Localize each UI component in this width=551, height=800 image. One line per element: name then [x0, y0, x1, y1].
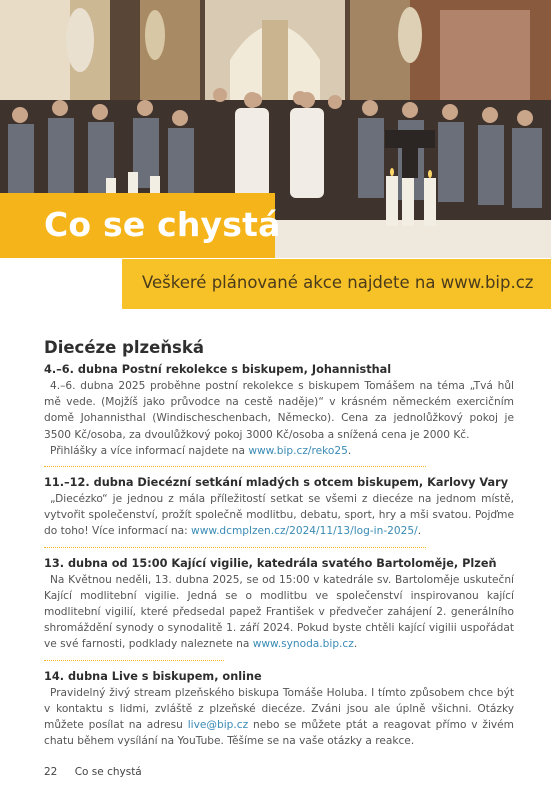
event-item: [44, 363, 514, 459]
event-item: [44, 670, 514, 750]
event-paragraph: [44, 685, 514, 750]
event-text-part: nebo se můžete ptát a reagovat přímo v živém chatu během vysílání na YouTube. Těšíme se na vaše otázky a reakce.: [44, 719, 514, 748]
event-text-part: .: [417, 525, 422, 538]
event-title: 14. dubna Live s biskupem, online: [44, 669, 262, 683]
event-paragraph: [44, 572, 514, 653]
event-text: [44, 378, 514, 459]
event-text-part: Na Květnou neděli, 13. dubna 2025, se od 15:00 v katedrále sv. Bartoloměje uskuteční Kající modlitební vigilie. Jedná se o modlitbu ve společenství inspirovanou kající modlitební vigilií, které předsedal papež František v předvečer zahájení 2. generálního shromáždění synody o synodalitě 1. září 2024. Pokud byste chtěli kající vigilii uspořádat ve své farnosti, podklady naleznete na: [44, 573, 514, 651]
footer-section-name: Co se chystá: [74, 766, 142, 778]
event-link[interactable]: live@bip.cz: [187, 719, 249, 732]
event-link[interactable]: www.dcmplzen.cz/2024/11/13/log-in-2025/: [191, 525, 418, 538]
diocese-heading: Diecéze plzeňská: [44, 338, 204, 357]
event-link[interactable]: www.synoda.bip.cz: [252, 638, 354, 651]
event-text: [44, 491, 514, 540]
divider: [44, 466, 426, 467]
event-paragraph: 4.–6. dubna 2025 proběhne postní rekolekce s biskupem Tomášem na téma „Tvá hůl mě vede. (Mojžíš jako průvodce na cestě naděje)“ v krásném německém exercičním domě Johannisthal (Windischeschenbach, Německo). Cena za jednolůžkový pokoj je 3500 Kč/osoba, za dvoulůžkový pokoj 3000 Kč/osoba a snížená cena je 2000 Kč.: [44, 380, 514, 441]
event-paragraph: [44, 491, 514, 540]
subtitle-text: Veškeré plánované akce najdete na www.bip.cz: [142, 273, 534, 292]
event-text-part: .: [353, 638, 358, 651]
event-text: [44, 685, 514, 750]
event-text-part: Přihlášky a více informací najdete na: [50, 444, 249, 457]
divider: [44, 660, 224, 661]
event-text-part: Pravidelný živý stream plzeňského biskupa Tomáše Holuba. I tímto způsobem chce být v kontaktu s lidmi, zvláště z plzeňské diecéze. Zváni jsou ale úplně všichni. Otázky můžete posílat na adresu: [44, 686, 514, 732]
event-text: [44, 572, 514, 653]
event-item: [44, 557, 514, 653]
event-text-part: .: [347, 444, 352, 457]
event-text-part: „Diecézko“ je jednou z mála příležitostí setkat se všemi z diecéze na jednom místě, vytvořit společenství, prožít společně modlitbu, debatu, sport, hry a mši svatou. Pojďme do toho! Více informací na:: [44, 493, 514, 538]
event-title: 13. dubna od 15:00 Kající vigilie, katedrála svatého Bartoloměje, Plzeň: [44, 556, 497, 570]
event-link[interactable]: www.bip.cz/reko25: [248, 444, 348, 457]
event-paragraph: [44, 443, 514, 459]
page-title: Co se chystá: [44, 205, 281, 244]
page-footer: [44, 766, 142, 778]
page-number: 22: [44, 766, 58, 778]
event-item: [44, 476, 514, 540]
event-title: 11.–12. dubna Diecézní setkání mladých s otcem biskupem, Karlovy Vary: [44, 476, 509, 490]
event-title: 4.–6. dubna Postní rekolekce s biskupem, Johannisthal: [44, 363, 392, 376]
events-section: [44, 338, 514, 749]
divider: [44, 547, 426, 548]
